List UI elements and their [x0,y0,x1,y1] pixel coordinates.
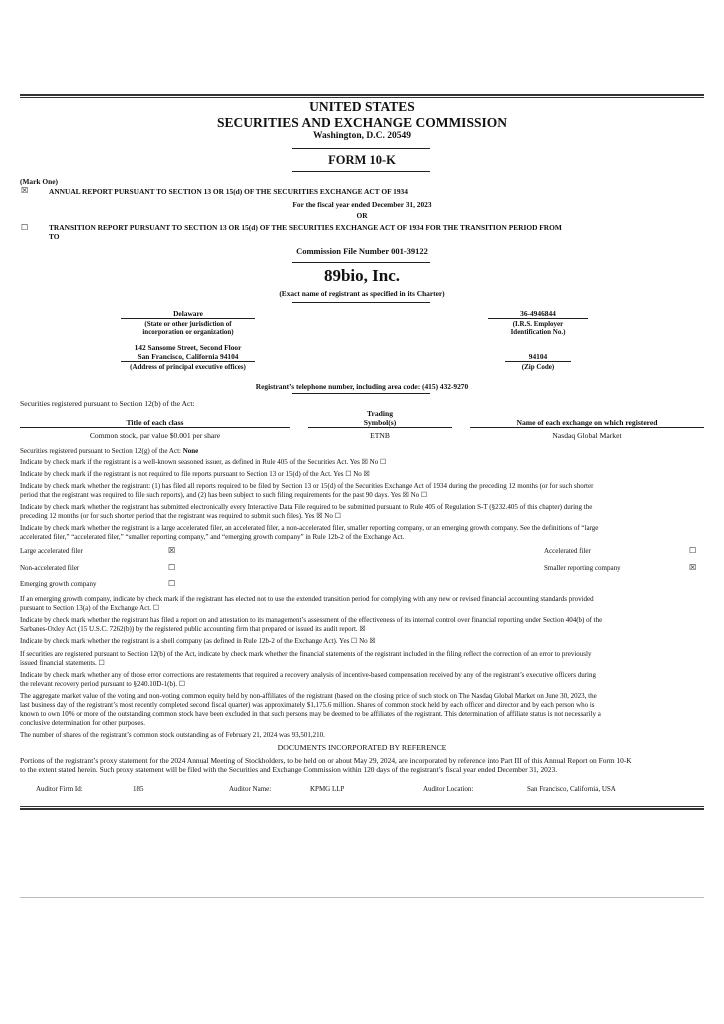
ein-rule [488,318,588,319]
ein: 36-4946844 [520,309,556,318]
emerging-growth-label: Emerging growth company [20,580,97,588]
auditor-location-label: Auditor Location: [423,785,474,793]
market-value-line-3: known to own 10% or more of the outstanding common stock have been excluded in that such persons may be deemed to be affiliates of the registrant. This determination of affiliate status is not necessarily a [20,710,601,718]
form-rule [292,171,430,172]
top-rule [20,94,704,96]
state-of-incorporation: Delaware [173,309,203,318]
auditor-firm-id: 185 [133,785,144,793]
col-exchange: Name of each exchange on which registered [470,408,704,428]
smaller-reporting-checkbox: ☒ [689,563,697,572]
filer-definition-line-2: accelerated filer,” “accelerated filer,” “smaller reporting company,” and “emerging growth company” in Rule 12b-2 of the Exchange Act. [20,533,405,541]
market-value-line-4: conclusive determination for other purposes. [20,719,145,727]
section-12b-table [20,408,704,440]
ein-caption-2: Identification No.) [510,328,566,336]
auditor-name-label: Auditor Name: [229,785,272,793]
row-title: Common stock, par value $0.001 per share [89,431,221,440]
egc-line-2: pursuant to Section 13(a) of the Exchange Act. ☐ [20,604,160,612]
non-accelerated-checkbox: ☐ [168,563,176,572]
registrant-name: 89bio, Inc. [323,266,401,285]
section-12g-value: None [182,447,199,455]
zip-caption: (Zip Code) [521,363,555,371]
commission-file-number: Commission File Number 001-39122 [296,246,428,256]
bottom-rule [20,808,704,810]
top-rule-thin [20,97,704,98]
zip-rule [505,361,571,362]
shares-outstanding: The number of shares of the registrant’s common stock outstanding as of February 21, 2024 was 93,501,210. [20,731,325,739]
col-title: Title of each class [20,408,290,428]
error-correction-line-1: If securities are registered pursuant to Section 12(b) of the Act, indicate by check mark whether the financial statements of the registrant included in the filing reflect the correction of an error to previously [20,650,592,658]
accelerated-label: Accelerated filer [544,547,591,555]
row-exchange: Nasdaq Global Market [552,431,622,440]
wksi-statement: Indicate by check mark if the registrant is a well-known seasoned issuer, as defined in Rule 405 of the Securities Act. Yes ☒ No ☐ [20,458,387,466]
auditor-firm-id-label: Auditor Firm Id: [36,785,83,793]
zip-code: 94104 [528,352,548,361]
auditor-location: San Francisco, California, USA [527,785,616,793]
error-correction-line-2: issued financial statements. ☐ [20,659,105,667]
commission-rule [292,262,430,263]
address-caption: (Address of principal executive offices) [130,363,246,371]
registrant-rule [292,302,430,303]
state-caption-2: incorporation or organization) [142,328,234,336]
section-12b-intro: Securities registered pursuant to Section 12(b) of the Act: [20,399,195,408]
documents-text-line-2: to the extent stated herein. Such proxy statement will be filed with the Securities and Exchange Commission within 120 days of the registrant’s fiscal year ended December 31, 2023. [20,765,558,774]
auditor-name: KPMG LLP [310,785,345,793]
fiscal-year: For the fiscal year ended December 31, 2023 [292,200,432,209]
address-line-1: 142 Sansome Street, Second Floor [134,343,242,352]
bottom-rule-thin [20,806,704,807]
telephone-rule [292,393,430,394]
col-symbol [308,408,452,428]
registrant-name-caption: (Exact name of registrant as specified in its Charter) [279,289,445,298]
section-12g [20,447,198,456]
large-accelerated-label: Large accelerated filer [20,547,83,555]
header-rule [292,148,430,149]
not-required-statement: Indicate by check mark if the registrant is not required to file reports pursuant to Section 13 or 15(d) of the Act. Yes ☐ No ☒ [20,470,370,478]
large-accelerated-checkbox: ☒ [168,546,176,555]
interactive-line-1: Indicate by check mark whether the registrant has submitted electronically every Interactive Data File required to be submitted pursuant to Rule 405 of Regulation S-T (§232.405 of this chapter) during the [20,503,593,511]
agency-line-1: UNITED STATES [309,99,415,114]
transition-report-checkbox: ☐ [21,223,29,232]
interactive-line-2: preceding 12 months (or for such shorter period that the registrant was required to submit such files). Yes ☒ No ☐ [20,512,341,520]
annual-report-text: ANNUAL REPORT PURSUANT TO SECTION 13 OR 15(d) OF THE SECURITIES EXCHANGE ACT OF 1934 [49,187,408,196]
filed-all-line-2: period that the registrant was required to file such reports), and (2) has been subject to such filing requirements for the past 90 days. Yes ☒ No ☐ [20,491,428,499]
documents-heading: DOCUMENTS INCORPORATED BY REFERENCE [277,743,447,752]
icfr-line-1: Indicate by check mark whether the registrant has filed a report on and attestation to its management’s assessment of the effectiveness of its internal control over financial reporting under Section 404(b) of the [20,616,603,624]
filed-all-line-1: Indicate by check mark whether the registrant: (1) has filed all reports required to be filed by Section 13 or 15(d) of the Securities Exchange Act of 1934 during the preceding 12 months (or for such shorter [20,482,594,490]
form-type: FORM 10-K [328,153,396,167]
agency-location: Washington, D.C. 20549 [313,131,411,141]
market-value-line-1: The aggregate market value of the voting and non-voting common equity held by non-affiliates of the registrant (based on the closing price of such stock on The Nasdaq Global Market on June 30, 2023, the [20,692,597,700]
annual-report-checkbox: ☒ [21,186,29,195]
page-footer-rule [20,897,704,898]
or-text: OR [356,211,368,220]
documents-text-line-1: Portions of the registrant’s proxy statement for the 2024 Annual Meeting of Stockholders, to be held on or about May 29, 2024, are incorporated by reference into Part III of this Annual Report on Form 10-K [20,756,632,765]
egc-line-1: If an emerging growth company, indicate by check mark if the registrant has elected not to use the extended transition period for complying with any new or revised financial accounting standards provided [20,595,594,603]
agency-line-2: SECURITIES AND EXCHANGE COMMISSION [217,115,507,130]
emerging-growth-checkbox: ☐ [168,579,176,588]
transition-report-to: TO [49,232,60,241]
recovery-line-1: Indicate by check mark whether any of those error corrections are restatements that required a recovery analysis of incentive-based compensation received by any of the registrant’s executive officers during [20,671,596,679]
filer-definition-line-1: Indicate by check mark whether the registrant is a large accelerated filer, an accelerated filer, a non-accelerated filer, smaller reporting company, or an emerging growth company. See the definitions of “large [20,524,599,532]
section-12g-prefix: Securities registered pursuant to Section 12(g) of the Act: [20,447,181,455]
row-symbol: ETNB [370,431,390,440]
market-value-line-2: last business day of the registrant’s most recently completed second fiscal quarter) was approximately $1,175.6 million. Shares of common stock held by each officer and director and by each person who is [20,701,595,709]
shell-company-statement: Indicate by check mark whether the registrant is a shell company (as defined in Rule 12b-2 of the Exchange Act). Yes ☐ No ☒ [20,637,376,645]
col-symbol-line-2: Symbol(s) [363,418,397,427]
non-accelerated-label: Non-accelerated filer [20,564,80,572]
state-caption-1: (State or other jurisdiction of [144,320,232,328]
ein-caption-1: (I.R.S. Employer [512,320,564,328]
recovery-line-2: the relevant recovery period pursuant to §240.10D-1(b). ☐ [20,680,186,688]
telephone: Registrant’s telephone number, including area code: (415) 432-9270 [255,382,469,391]
icfr-line-2: Sarbanes-Oxley Act (15 U.S.C. 7262(b)) by the registered public accounting firm that prepared or issued its audit report. ☒ [20,625,366,633]
accelerated-checkbox: ☐ [689,546,697,555]
address-rule [121,361,255,362]
address-line-2: San Francisco, California 94104 [137,352,239,361]
mark-one-label: (Mark One) [20,177,58,186]
state-rule [121,318,255,319]
col-symbol-line-1: Trading [366,409,394,418]
transition-report-text: TRANSITION REPORT PURSUANT TO SECTION 13 OR 15(d) OF THE SECURITIES EXCHANGE ACT OF 1934 FOR THE TRANSITION PERIOD FROM [49,223,562,232]
smaller-reporting-label: Smaller reporting company [544,564,621,572]
